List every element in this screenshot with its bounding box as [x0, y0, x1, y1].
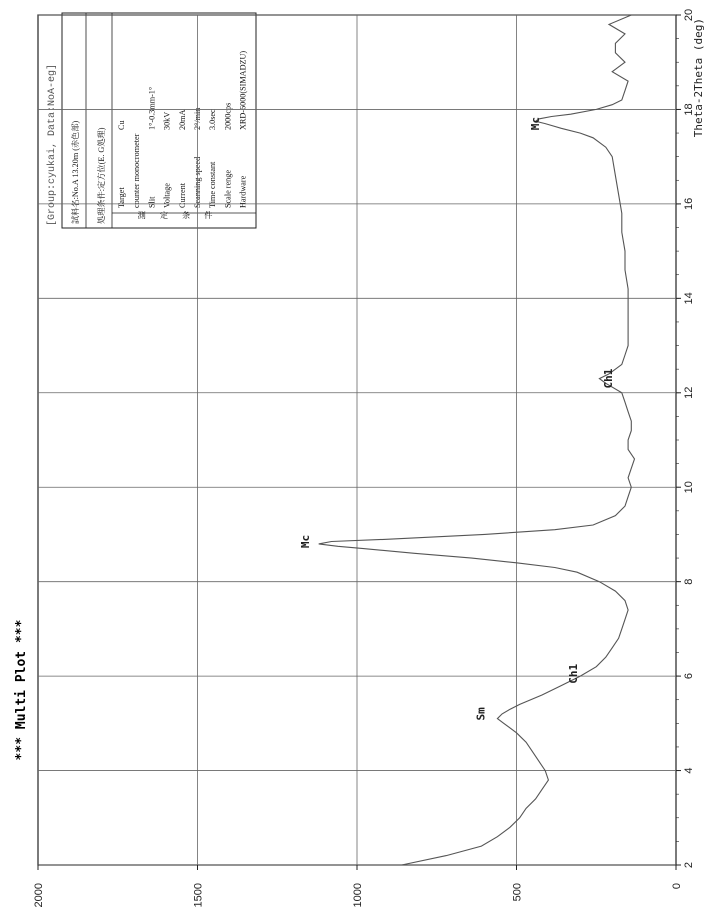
y-tick-label: 1500: [192, 883, 205, 908]
peak-labels: [299, 117, 615, 721]
series-line: [319, 15, 635, 865]
info-row-value: 20mA: [177, 109, 187, 130]
x-tick-label: 2: [683, 861, 695, 869]
y-tick-label: 2000: [33, 883, 45, 908]
info-row-key: Scale renge: [223, 170, 233, 208]
x-tick-label: 8: [683, 578, 695, 585]
x-tick-label: 14: [683, 292, 695, 305]
x-tick-label: 6: [683, 673, 695, 680]
y-tick-label: 500: [511, 883, 524, 902]
info-row-key: Hardware: [238, 175, 248, 208]
peak-label: Mc: [528, 116, 542, 131]
info-row-value: 2000cps: [223, 102, 233, 130]
info-row-value: XRD-6000(SIMADZU): [238, 50, 248, 130]
info-row-key: Time constant: [208, 161, 218, 208]
treatment-conditions: 処理条件:定方位(E. G処理): [97, 127, 106, 224]
info-row-value: 3.0sec: [208, 109, 218, 130]
info-row-value: Cu: [117, 120, 126, 130]
info-row-key: Current: [177, 182, 187, 208]
y-tick-label: 0: [671, 883, 683, 890]
y-tick-label: 1000: [352, 883, 364, 908]
info-row-key: Slit: [147, 196, 157, 208]
y-axis-ticks: [33, 865, 683, 907]
info-row-key: Scanning speed: [193, 156, 202, 208]
x-tick-label: 18: [683, 103, 695, 116]
peak-label: Ch1: [567, 663, 581, 684]
x-tick-label: 12: [683, 386, 695, 399]
measurement-conditions-label: 測定条件: [137, 211, 227, 220]
data-header: [Group:cyukai, Data:NoA-eg]: [47, 63, 58, 226]
sample-name: 試料名:No.A 13.20m (赤色部): [71, 120, 80, 224]
plot-title: *** Multi Plot ***: [14, 619, 29, 761]
peak-label: Ch1: [602, 368, 616, 389]
x-tick-label: 4: [683, 767, 695, 774]
info-row-key: counter monocrometer: [132, 133, 142, 208]
x-tick-label: 20: [683, 8, 695, 22]
info-row-value: 30kV: [162, 111, 172, 130]
info-block: [46, 13, 256, 228]
x-tick-label: 16: [683, 197, 695, 211]
peak-label: Sm: [474, 707, 488, 721]
x-tick-label: 10: [683, 481, 695, 494]
info-row-value: 2°/min: [193, 107, 202, 130]
info-row-key: Target: [117, 187, 126, 208]
x-axis-label: Theta-2Theta (deg): [692, 18, 705, 138]
info-row-key: Voltage: [162, 183, 172, 208]
peak-label: Mc: [299, 534, 313, 549]
info-row-value: 1°-0.3mm-1°: [147, 86, 157, 130]
